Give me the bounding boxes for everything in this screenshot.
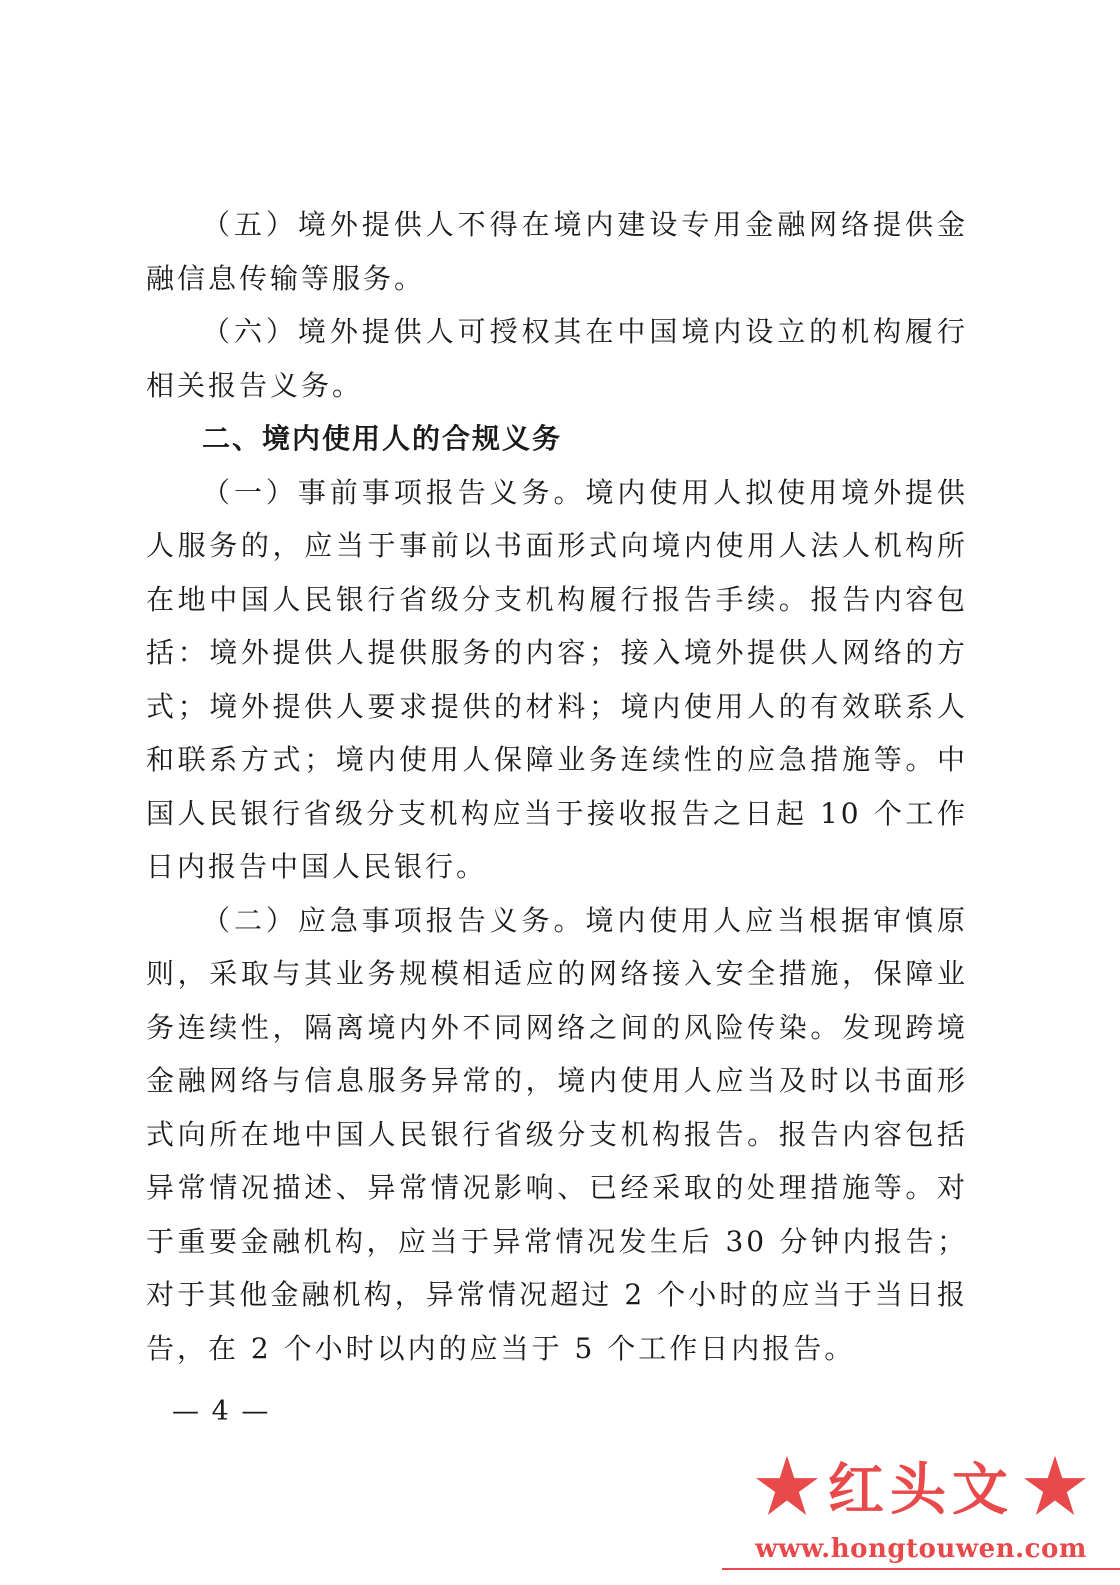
document-body: [146, 198, 968, 1375]
section-heading: 二、境内使用人的合规义务: [202, 422, 563, 455]
watermark-underline: [722, 1568, 1120, 1570]
star-icon: [1022, 1453, 1088, 1519]
paragraph-emergency-report: （二）应急事项报告义务。境内使用人应当根据审慎原则，采取与其业务规模相适应的网络接入安全措施，保障业务连续性，隔离境内外不同网络之间的风险传染。发现跨境金融网络与信息服务异常的，境内使用人应当及时以书面形式向所在地中国人民银行省级分支机构报告。报告内容包括异常情况描述、异常情况影响、已经采取的处理措施等。对于重要金融机构，应当于异常情况发生后 30 分钟内报告；对于其他金融机构，异常情况超过 2 个小时的应当于当日报告，在 2 个小时以内的应当于 5 个工作日内报告。: [146, 903, 968, 1365]
watermark-title-row: [722, 1440, 1120, 1532]
watermark-logo: [722, 1440, 1120, 1585]
page-number: — 4 —: [172, 1396, 271, 1427]
paragraph-item-6: （六）境外提供人可授权其在中国境内设立的机构履行相关报告义务。: [146, 315, 968, 402]
paragraph-prior-report: （一）事前事项报告义务。境内使用人拟使用境外提供人服务的，应当于事前以书面形式向境内使用人法人机构所在地中国人民银行省级分支机构履行报告手续。报告内容包括：境外提供人提供服务的内容；接入境外提供人网络的方式；境外提供人要求提供的材料；境内使用人的有效联系人和联系方式；境内使用人保障业务连续性的应急措施等。中国人民银行省级分支机构应当于接收报告之日起 10 个工作日内报告中国人民银行。: [146, 475, 968, 883]
watermark-title: 红头文: [828, 1457, 1014, 1523]
star-icon: [754, 1453, 820, 1519]
watermark-url: www.hongtouwen.com: [755, 1534, 1087, 1564]
paragraph-item-5: （五）境外提供人不得在境内建设专用金融网络提供金融信息传输等服务。: [146, 208, 968, 295]
